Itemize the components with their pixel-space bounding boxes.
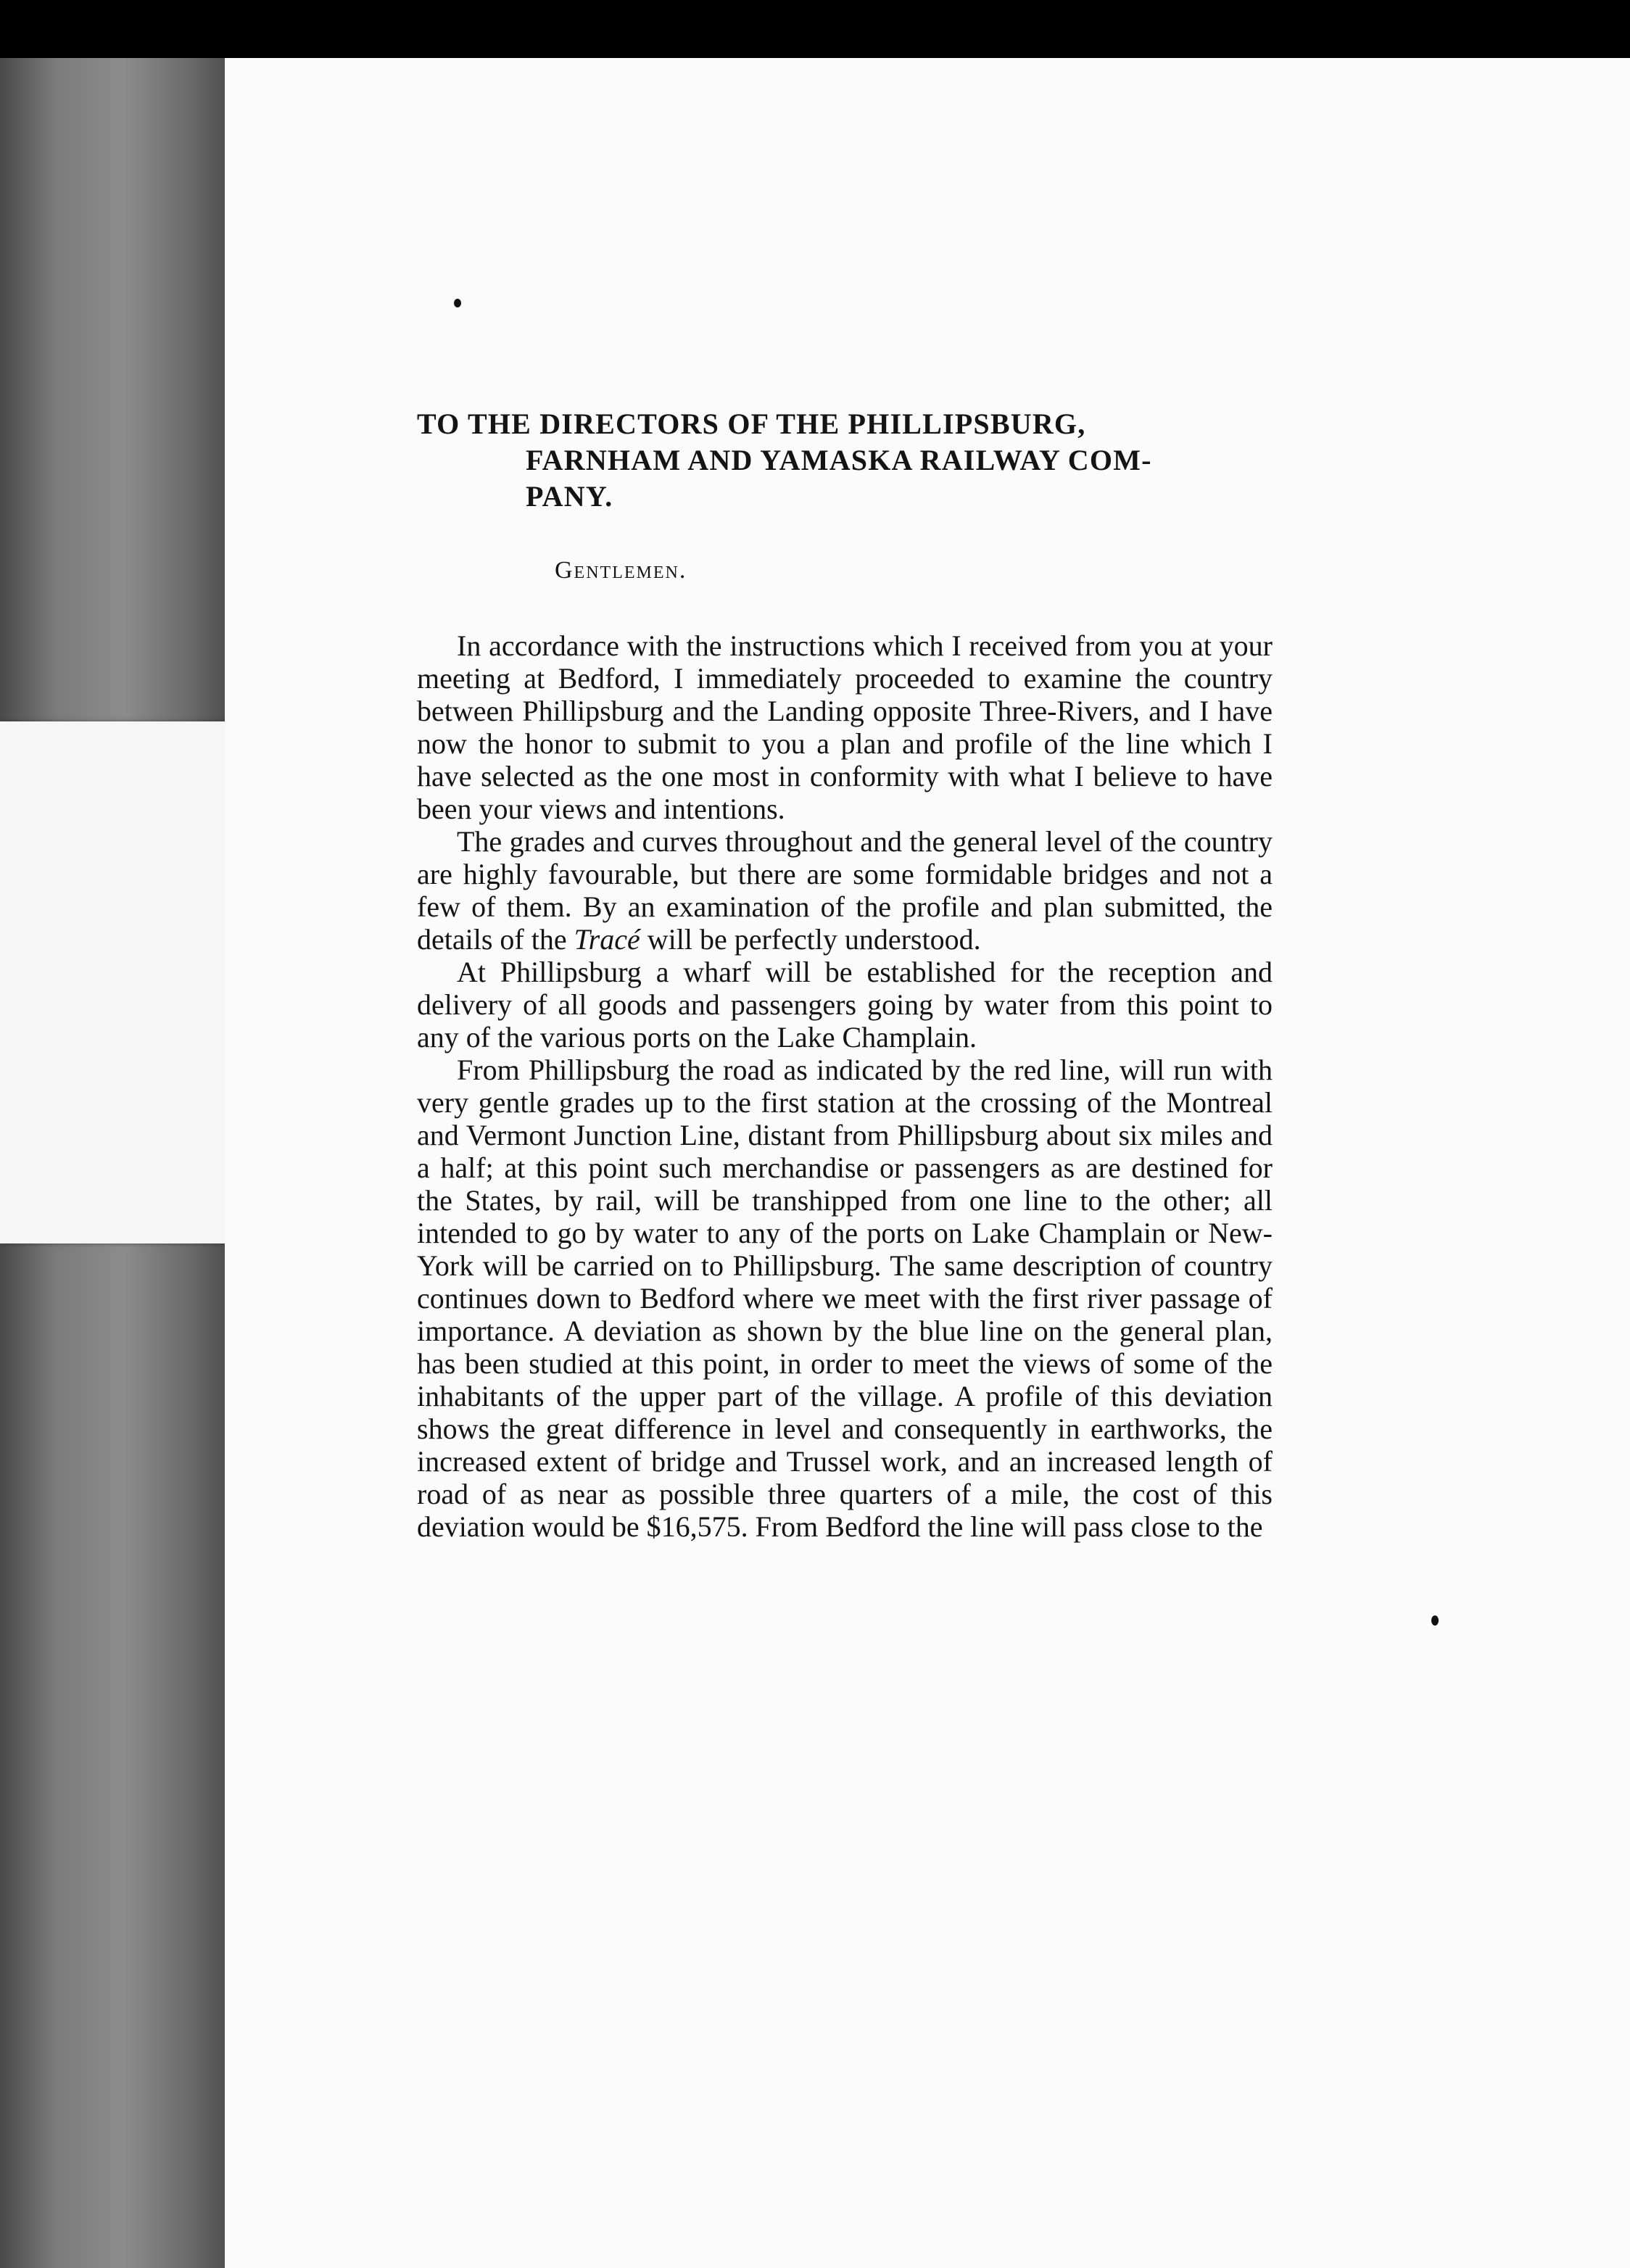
italic-term: Tracé	[574, 923, 640, 956]
paragraph-text: At Phillipsburg a wharf will be established for the reception and delivery of all goods and passengers going by water from this point to any of the various ports on the Lake Champlain.	[417, 956, 1273, 1054]
paragraph-text: will be perfectly understood.	[640, 923, 981, 956]
ink-speck	[1431, 1615, 1439, 1626]
paper-slip	[0, 721, 232, 1243]
paragraph-text: In accordance with the instructions which I received from you at your meeting at Bedford, I immediately proceeded to examine the country between Phillipsburg and the Landing opposite Three-Rivers, and I have now the honor to submit to you a plan and profile of the line which I have selected as the one most in conformity with what I believe to have been your views and intentions.	[417, 629, 1273, 825]
heading-line: PANY.	[526, 480, 613, 513]
paragraph	[417, 1054, 1273, 1543]
paragraph	[417, 956, 1273, 1054]
paragraph	[417, 629, 1273, 825]
paragraph-text: From Phillipsburg the road as indicated by the red line, will run with very gentle grades up to the first station at the crossing of the Montreal and Vermont Junction Line, distant from Phillipsburg about six miles and a half; at this point such merchandise or passengers as are destined for the States, by rail, will be transhipped from one line to the other; all intended to go by water to any of the ports on Lake Champlain or New-York will be carried on to Phillipsburg. The same description of country continues down to Bedford where we meet with the first river passage of importance. A deviation as shown by the blue line on the general plan, has been studied at this point, in order to meet the views of some of the inhabitants of the upper part of the village. A profile of this deviation shows the great difference in level and consequently in earthworks, the increased extent of bridge and Trussel work, and an increased length of road of as near as possible three quarters of a mile, the cost of this deviation would be $16,575. From Bedford the line will pass close to the	[417, 1054, 1273, 1543]
paragraph-text: The grades and curves throughout and the general level of the country are highly favourable, but there are some formidable bridges and not a few of them. By an examination of the profile and plan submitted, the details of the	[417, 825, 1273, 956]
heading-line: FARNHAM AND YAMASKA RAILWAY COM-	[526, 444, 1152, 476]
letter-heading	[417, 406, 1273, 515]
salutation: Gentlemen.	[555, 557, 687, 584]
paragraph	[417, 825, 1273, 956]
heading-line: TO THE DIRECTORS OF THE PHILLIPSBURG,	[417, 407, 1086, 440]
text-column	[417, 406, 1273, 1543]
ink-speck	[454, 299, 461, 307]
